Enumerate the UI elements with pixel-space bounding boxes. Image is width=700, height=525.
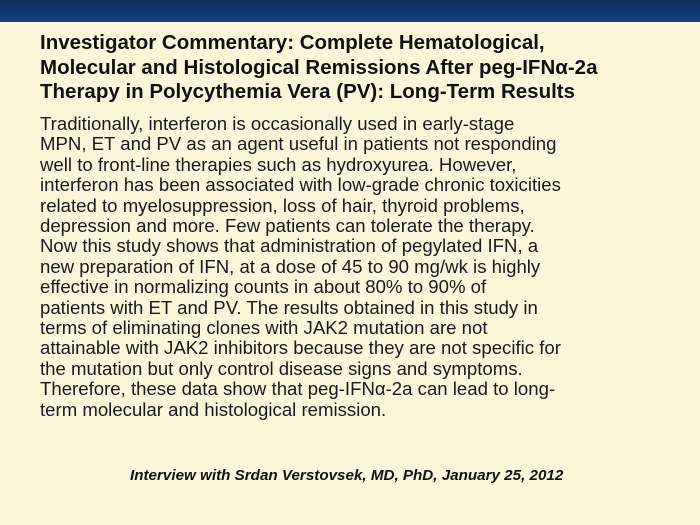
commentary-line: terms of eliminating clones with JAK2 mutation are not (40, 317, 488, 339)
slide-title (40, 31, 670, 105)
commentary-line: related to myelosuppression, loss of hair, thyroid problems, (40, 194, 525, 216)
commentary-line: term molecular and histological remission. (40, 398, 387, 420)
commentary-line: interferon has been associated with low-grade chronic toxicities (40, 174, 561, 196)
commentary-line: attainable with JAK2 inhibitors because they are not specific for (40, 337, 561, 359)
commentary-line: MPN, ET and PV as an agent useful in patients not responding (40, 133, 557, 155)
slide-title-line-1: Investigator Commentary: Complete Hematological, (40, 31, 545, 54)
commentary-line: Traditionally, interferon is occasionally used in early-stage (40, 113, 515, 134)
commentary-line: well to front-line therapies such as hydroxyurea. However, (40, 153, 517, 175)
header-bar (0, 0, 700, 22)
commentary-line: Therefore, these data show that peg-IFNα-2a can lead to long- (40, 378, 556, 400)
commentary-line: Now this study shows that administration of pegylated IFN, a (40, 235, 539, 257)
commentary-line: effective in normalizing counts in about 80% to 90% of (40, 276, 487, 298)
slide-title-line-2: Molecular and Histological Remissions After peg-IFNα-2a (40, 55, 598, 79)
commentary-line: the mutation but only control disease signs and symptoms. (40, 357, 523, 379)
interview-attribution: Interview with Srdan Verstovsek, MD, PhD, January 25, 2012 (130, 467, 564, 484)
commentary-line: patients with ET and PV. The results obtained in this study in (40, 296, 538, 318)
commentary-line: depression and more. Few patients can tolerate the therapy. (40, 215, 535, 237)
slide-title-line-3: Therapy in Polycythemia Vera (PV): Long-Term Results (40, 80, 576, 103)
commentary-text (40, 114, 680, 420)
commentary-line: new preparation of IFN, at a dose of 45 to 90 mg/wk is highly (40, 255, 541, 277)
